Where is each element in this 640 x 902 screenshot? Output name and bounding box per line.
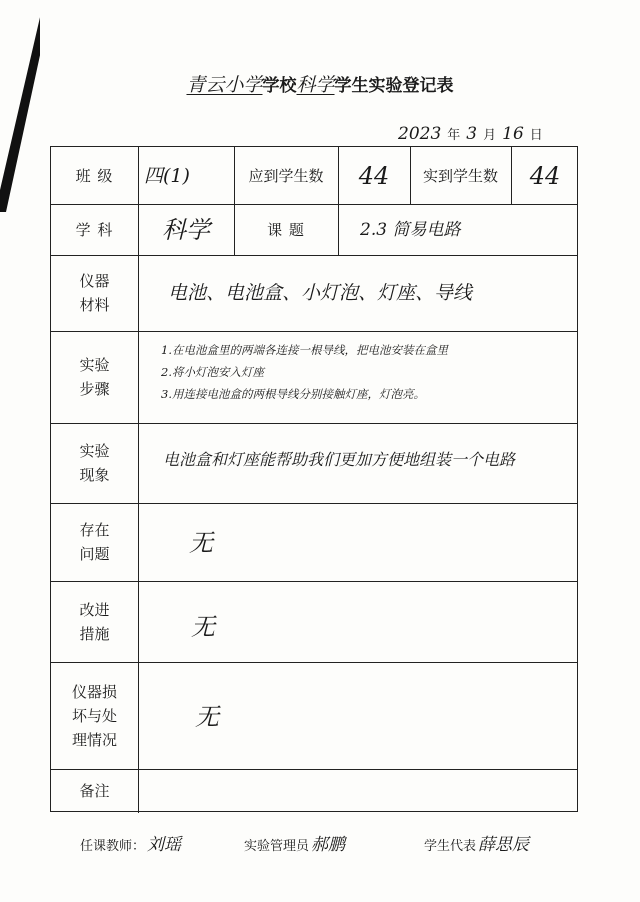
label-line: 坏与处 bbox=[71, 706, 117, 725]
label-line: 措施 bbox=[79, 624, 110, 643]
label-line: 步骤 bbox=[79, 380, 110, 398]
student-label: 学生代表 bbox=[424, 839, 477, 854]
manager-name: 郝鹏 bbox=[311, 835, 346, 855]
date-month: 3 bbox=[466, 124, 478, 144]
label-line: 仪器损 bbox=[71, 682, 117, 701]
teacher-signature bbox=[80, 830, 181, 855]
expected-students-label: 应到学生数 bbox=[248, 166, 324, 185]
problems-value: 无 bbox=[189, 529, 213, 557]
teacher-name: 刘瑶 bbox=[147, 835, 182, 855]
scan-edge-shadow bbox=[0, 0, 40, 212]
equipment-label bbox=[51, 255, 138, 331]
measures-label bbox=[51, 581, 138, 662]
manager-signature bbox=[244, 830, 345, 855]
date-day: 16 bbox=[502, 124, 524, 144]
manager-label: 实验管理员 bbox=[244, 839, 310, 854]
damage-value: 无 bbox=[195, 703, 219, 731]
student-name: 薛思辰 bbox=[478, 835, 530, 855]
phenomenon-value: 电池盒和灯座能帮助我们更加方便地组装一个电路 bbox=[163, 450, 516, 469]
problems-label bbox=[51, 503, 138, 581]
measures-value: 无 bbox=[191, 613, 215, 641]
label-line: 理情况 bbox=[71, 730, 117, 749]
school-suffix: 学校 bbox=[262, 76, 297, 96]
label-line: 实验 bbox=[79, 442, 110, 460]
damage-label bbox=[51, 662, 138, 769]
step-line: 3.用连接电池盒的两根导线分别接触灯座，灯泡亮。 bbox=[161, 387, 425, 401]
actual-students-label: 实到学生数 bbox=[422, 166, 498, 185]
month-unit: 月 bbox=[483, 128, 497, 143]
label-line: 存在 bbox=[79, 521, 110, 539]
page-title bbox=[0, 70, 640, 97]
step-line: 1.在电池盒里的两端各连接一根导线，把电池安装在盒里 bbox=[161, 343, 448, 357]
label-line: 现象 bbox=[79, 466, 110, 484]
day-unit: 日 bbox=[529, 128, 543, 143]
label-line: 改进 bbox=[79, 600, 110, 619]
label-line: 仪器 bbox=[79, 272, 110, 290]
class-label: 班 级 bbox=[75, 166, 114, 185]
step-line: 2.将小灯泡安入灯座 bbox=[161, 365, 264, 379]
record-table bbox=[50, 146, 578, 812]
steps-value bbox=[161, 339, 579, 405]
remarks-label: 备注 bbox=[79, 782, 110, 800]
record-date bbox=[392, 124, 543, 144]
school-name: 青云小学 bbox=[186, 74, 263, 96]
topic-value: 2.3 简易电路 bbox=[360, 219, 461, 240]
teacher-label: 任课教师： bbox=[80, 839, 146, 854]
date-year: 2023 bbox=[398, 124, 442, 144]
actual-students-value: 44 bbox=[529, 161, 561, 190]
subject-label: 学 科 bbox=[75, 220, 114, 239]
equipment-value: 电池、电池盒、小灯泡、灯座、导线 bbox=[168, 282, 473, 304]
remarks-value bbox=[138, 769, 579, 813]
topic-label: 课 题 bbox=[267, 220, 305, 239]
student-signature bbox=[424, 830, 529, 855]
year-unit: 年 bbox=[447, 128, 461, 143]
label-line: 材料 bbox=[79, 296, 110, 314]
expected-students-value: 44 bbox=[358, 161, 390, 190]
title-suffix: 学生实验登记表 bbox=[334, 76, 454, 96]
steps-label bbox=[51, 331, 138, 423]
subject-value: 科学 bbox=[162, 215, 210, 244]
class-value: 四(1) bbox=[144, 164, 190, 187]
label-line: 问题 bbox=[79, 545, 110, 563]
label-line: 实验 bbox=[79, 356, 110, 374]
subject-name: 科学 bbox=[296, 74, 335, 96]
phenomenon-label bbox=[51, 423, 138, 503]
